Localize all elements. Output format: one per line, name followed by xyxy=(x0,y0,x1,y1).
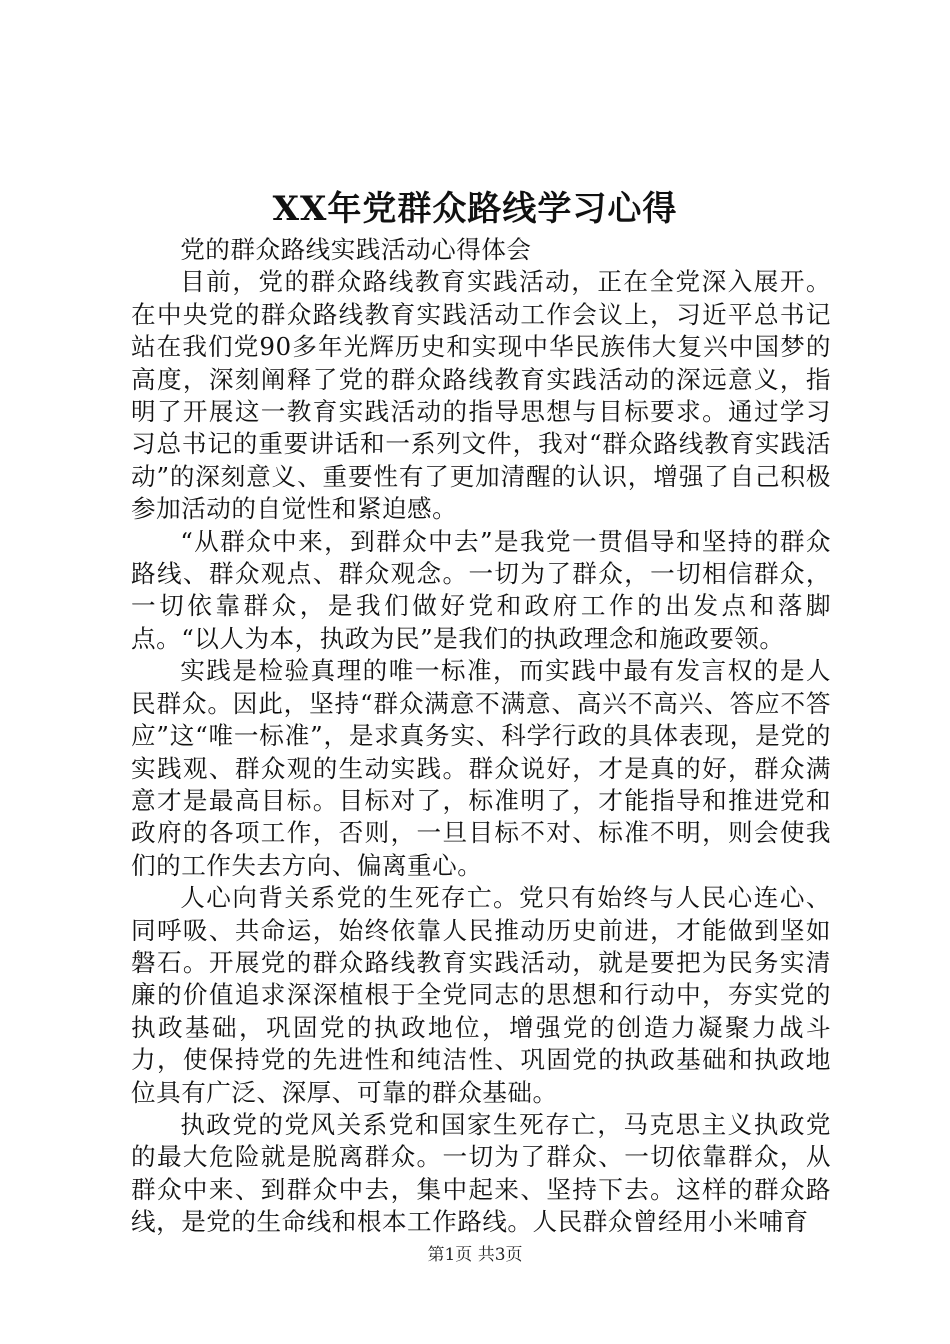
paragraph-subtitle: 党的群众路线实践活动心得体会 xyxy=(180,235,532,264)
paragraph: “从群众中来，到群众中去”是我党一贯倡导和坚持的群众路线、群众观点、群众观念。一切为了群众，一切相信群众，一切依靠群众，是我们做好党和政府工作的出发点和落脚点。“以人为本，执政为民”是我们的执政理念和施政要领。 xyxy=(131,526,831,653)
paragraph: 执政党的党风关系党和国家生死存亡，马克思主义执政党的最大危险就是脱离群众。一切为了群众、一切依靠群众，从群众中来、到群众中去，集中起来、坚持下去。这样的群众路线，是党的生命线和根本工作路线。人民群众曾经用小米哺育 xyxy=(131,1109,831,1237)
paragraph: 人心向背关系党的生死存亡。党只有始终与人民心连心、同呼吸、共命运，始终依靠人民推动历史前进，才能做到坚如磐石。开展党的群众路线教育实践活动，就是要把为民务实清廉的价值追求深深植根于全党同志的思想和行动中，夯实党的执政基础，巩固党的执政地位，增强党的创造力凝聚力战斗力，使保持党的先进性和纯洁性、巩固党的执政基础和执政地位具有广泛、深厚、可靠的群众基础。 xyxy=(131,883,831,1107)
paragraph: 目前，党的群众路线教育实践活动，正在全党深入展开。在中央党的群众路线教育实践活动工作会议上，习近平总书记站在我们党90多年光辉历史和实现中华民族伟大复兴中国梦的高度，深刻阐释了党的群众路线教育实践活动的深远意义，指明了开展这一教育实践活动的指导思想与目标要求。通过学习习总书记的重要讲话和一系列文件，我对“群众路线教育实践活动”的深刻意义、重要性有了更加清醒的认识，增强了自己积极参加活动的自觉性和紧迫感。 xyxy=(131,267,831,524)
document-body xyxy=(131,234,831,1239)
paragraph: 实践是检验真理的唯一标准，而实践中最有发言权的是人民群众。因此，坚持“群众满意不满意、高兴不高兴、答应不答应”这“唯一标准”，是求真务实、科学行政的具体表现，是党的实践观、群众观的生动实践。群众说好，才是真的好，群众满意才是最高目标。目标对了，标准明了，才能指导和推进党和政府的各项工作，否则，一旦目标不对、标准不明，则会使我们的工作失去方向、偏离重心。 xyxy=(131,656,831,880)
document-title: XX年党群众路线学习心得 xyxy=(272,189,678,229)
page-number-footer: 第1页 共3页 xyxy=(427,1245,523,1265)
